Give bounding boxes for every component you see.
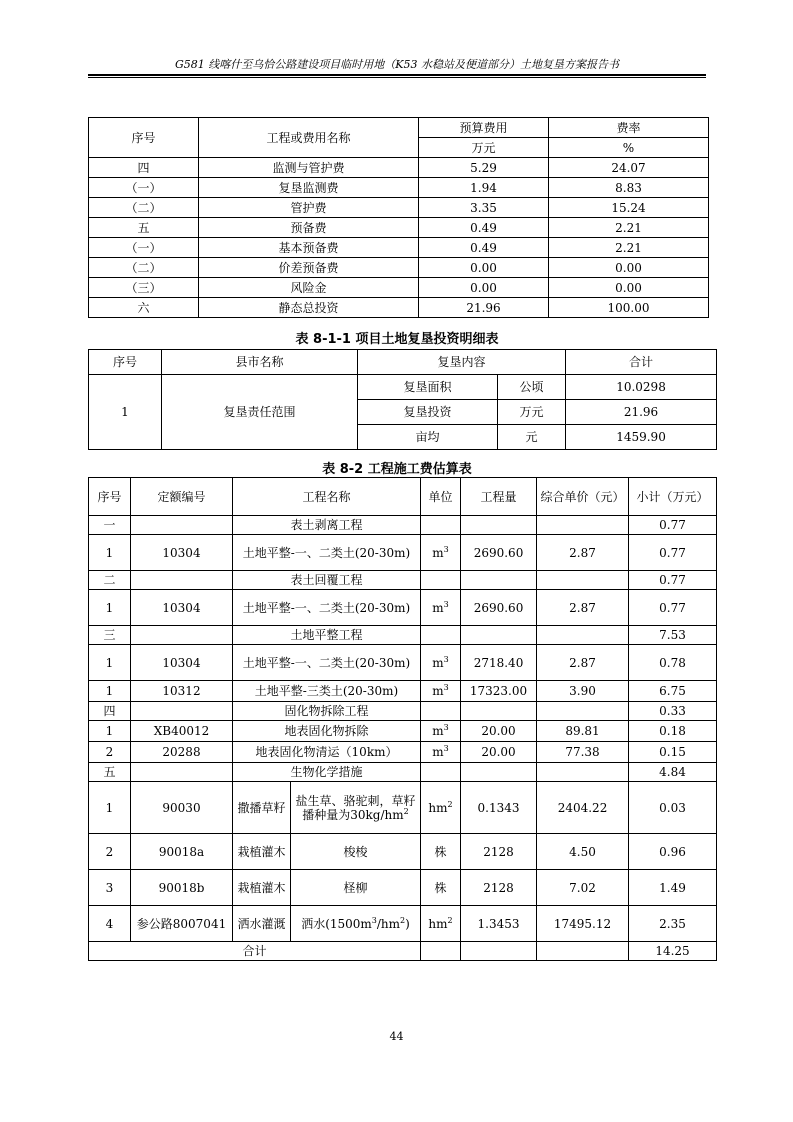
cell: 0.00 [549,258,709,278]
cell: （二） [89,198,199,218]
cell: 100.00 [549,298,709,318]
cell: 栽植灌木 [233,834,291,870]
cell: 15.24 [549,198,709,218]
cell: 监测与管护费 [199,158,419,178]
item-name: 复垦面积 [358,375,498,400]
table-row [89,278,709,298]
item-value: 21.96 [566,400,717,425]
cell: 0.18 [629,721,717,742]
cell: 0.49 [419,238,549,258]
cell: $m^3$ [421,535,461,571]
cell: 五 [89,218,199,238]
cell: 预备费 [199,218,419,238]
cell: 六 [89,298,199,318]
cell: （一） [89,178,199,198]
cell: 土地平整-一、二类土(20-30m) [233,590,421,626]
cell: 洒水灌溉 [233,906,291,942]
cell: 1 [89,721,131,742]
cell: 参公路8007041 [131,906,233,942]
cell: $m^3$ [421,645,461,681]
header-name: 工程名称 [233,478,421,516]
table-row [89,178,709,198]
cell: 复垦监测费 [199,178,419,198]
cell: 2128 [461,870,537,906]
cell: 合计 [89,942,421,961]
header-name: 工程或费用名称 [199,118,419,158]
cell: 2 [89,834,131,870]
cell: 8.83 [549,178,709,198]
investment-table [88,349,717,450]
item-value: 1459.90 [566,425,717,450]
cell: 1 [89,645,131,681]
cell: 0.96 [629,834,717,870]
cell: $m^3$ [421,590,461,626]
cell: 2.87 [537,645,629,681]
cell: 90030 [131,782,233,834]
cell: 盐生草、骆驼刺，草籽播种量为$30kg/hm^2$ [291,782,421,834]
item-value: 10.0298 [566,375,717,400]
cell: 土地平整工程 [233,626,421,645]
item-name: 复垦投资 [358,400,498,425]
cell: 2.35 [629,906,717,942]
section-row [89,763,717,782]
cell: （二） [89,258,199,278]
table3-caption: 表 8-2 工程施工费估算表 [322,462,472,477]
cell: 株 [421,870,461,906]
cell: 17323.00 [461,681,537,702]
cell: 表土剥离工程 [233,516,421,535]
cell: 2718.40 [461,645,537,681]
cell: 2690.60 [461,535,537,571]
header-unit: 单位 [421,478,461,516]
cell: 77.38 [537,742,629,763]
table-row [89,158,709,178]
cell: 0.00 [419,278,549,298]
cell: 1 [89,782,131,834]
table-row [89,870,717,906]
header-total: 合计 [566,350,717,375]
table-row [89,298,709,318]
item-unit: 元 [498,425,566,450]
cell: 土地平整-一、二类土(20-30m) [233,535,421,571]
header-rule [88,74,706,78]
table-row [89,645,717,681]
cell: 2 [89,742,131,763]
header-county: 县市名称 [162,350,358,375]
cell: 7.02 [537,870,629,906]
cell: 90018a [131,834,233,870]
table-row [89,742,717,763]
cell: 生物化学措施 [233,763,421,782]
cell: 0.49 [419,218,549,238]
cell: 0.15 [629,742,717,763]
table-row [89,198,709,218]
cell: 1.94 [419,178,549,198]
cell: 四 [89,158,199,178]
section-row [89,516,717,535]
table-row [89,906,717,942]
table-row [89,834,717,870]
cell: 4.84 [629,763,717,782]
page-header: G581 线喀什至乌恰公路建设项目临时用地（K53 水稳站及便道部分）土地复垦方案报告书 [175,58,619,71]
cell: 24.07 [549,158,709,178]
cell: 10304 [131,590,233,626]
cell: $hm^2$ [421,906,461,942]
cell: 撒播草籽 [233,782,291,834]
cell: 地表固化物清运（10km） [233,742,421,763]
cell: 2404.22 [537,782,629,834]
cell: 1 [89,681,131,702]
cell: 0.33 [629,702,717,721]
cell: 0.78 [629,645,717,681]
section-row [89,702,717,721]
cell: 10304 [131,645,233,681]
cell: 固化物拆除工程 [233,702,421,721]
cell: 0.77 [629,516,717,535]
cell: 3.35 [419,198,549,218]
cell: 二 [89,571,131,590]
table-row [89,721,717,742]
cell: 2690.60 [461,590,537,626]
cell: 一 [89,516,131,535]
cell: 地表固化物拆除 [233,721,421,742]
cell: 0.03 [629,782,717,834]
cell: 0.00 [419,258,549,278]
cell: 五 [89,763,131,782]
cell: 土地平整-一、二类土(20-30m) [233,645,421,681]
row-no: 1 [89,375,162,450]
table-row [89,681,717,702]
cell: 20.00 [461,742,537,763]
cell: 2128 [461,834,537,870]
cell: 3.90 [537,681,629,702]
cell: 5.29 [419,158,549,178]
cell: 管护费 [199,198,419,218]
table-row [89,590,717,626]
table-row [89,535,717,571]
cell: 柽柳 [291,870,421,906]
cell: 89.81 [537,721,629,742]
cell: 三 [89,626,131,645]
cell: 0.77 [629,571,717,590]
cell: 栽植灌木 [233,870,291,906]
cell: 4 [89,906,131,942]
header-qty: 工程量 [461,478,537,516]
cell: 14.25 [629,942,717,961]
cell: 2.21 [549,238,709,258]
cell: （一） [89,238,199,258]
cell: 2.87 [537,535,629,571]
cell: 梭梭 [291,834,421,870]
item-unit: 公顷 [498,375,566,400]
cell: 10312 [131,681,233,702]
cell: 0.77 [629,535,717,571]
header-budget-unit: 万元 [419,138,549,158]
cell: 7.53 [629,626,717,645]
table-row [89,218,709,238]
header-subtotal: 小计（万元） [629,478,717,516]
cell: $m^3$ [421,721,461,742]
cell: 2.21 [549,218,709,238]
header-content: 复垦内容 [358,350,566,375]
header-no: 序号 [89,350,162,375]
cell: 0.1343 [461,782,537,834]
cell: 株 [421,834,461,870]
cell: 1 [89,590,131,626]
cell: $hm^2$ [421,782,461,834]
cell: 90018b [131,870,233,906]
cell: 基本预备费 [199,238,419,258]
row-county: 复垦责任范围 [162,375,358,450]
section-row [89,626,717,645]
header-rate: 费率 [549,118,709,138]
table-row [89,782,717,834]
cell: 21.96 [419,298,549,318]
section-row [89,571,717,590]
cell: 20.00 [461,721,537,742]
header-no: 序号 [89,118,199,158]
cell: 0.77 [629,590,717,626]
cell: 静态总投资 [199,298,419,318]
item-unit: 万元 [498,400,566,425]
header-rate-unit: % [549,138,709,158]
cell: 四 [89,702,131,721]
cell: 1.49 [629,870,717,906]
header-no: 序号 [89,478,131,516]
header-code: 定额编号 [131,478,233,516]
cell: 20288 [131,742,233,763]
cell: 2.87 [537,590,629,626]
table2-caption: 表 8-1-1 项目土地复垦投资明细表 [295,332,499,347]
cell: 6.75 [629,681,717,702]
cell: 0.00 [549,278,709,298]
cell: 1 [89,535,131,571]
cell: 表土回覆工程 [233,571,421,590]
cell: XB40012 [131,721,233,742]
cell: 17495.12 [537,906,629,942]
total-row [89,942,717,961]
cell: （三） [89,278,199,298]
page-number: 44 [389,1030,404,1043]
cell: $m^3$ [421,681,461,702]
cell: 风险金 [199,278,419,298]
cell: 4.50 [537,834,629,870]
header-price: 综合单价（元） [537,478,629,516]
table-row [89,238,709,258]
cell: 价差预备费 [199,258,419,278]
cell: 3 [89,870,131,906]
item-name: 亩均 [358,425,498,450]
header-budget: 预算费用 [419,118,549,138]
cell: 1.3453 [461,906,537,942]
construction-cost-table [88,477,717,961]
table-row [89,258,709,278]
cell: 土地平整-三类土(20-30m) [233,681,421,702]
cell: $m^3$ [421,742,461,763]
cell: 10304 [131,535,233,571]
budget-table [88,117,709,318]
cell: 洒水$(1500m^3/hm^2)$ [291,906,421,942]
